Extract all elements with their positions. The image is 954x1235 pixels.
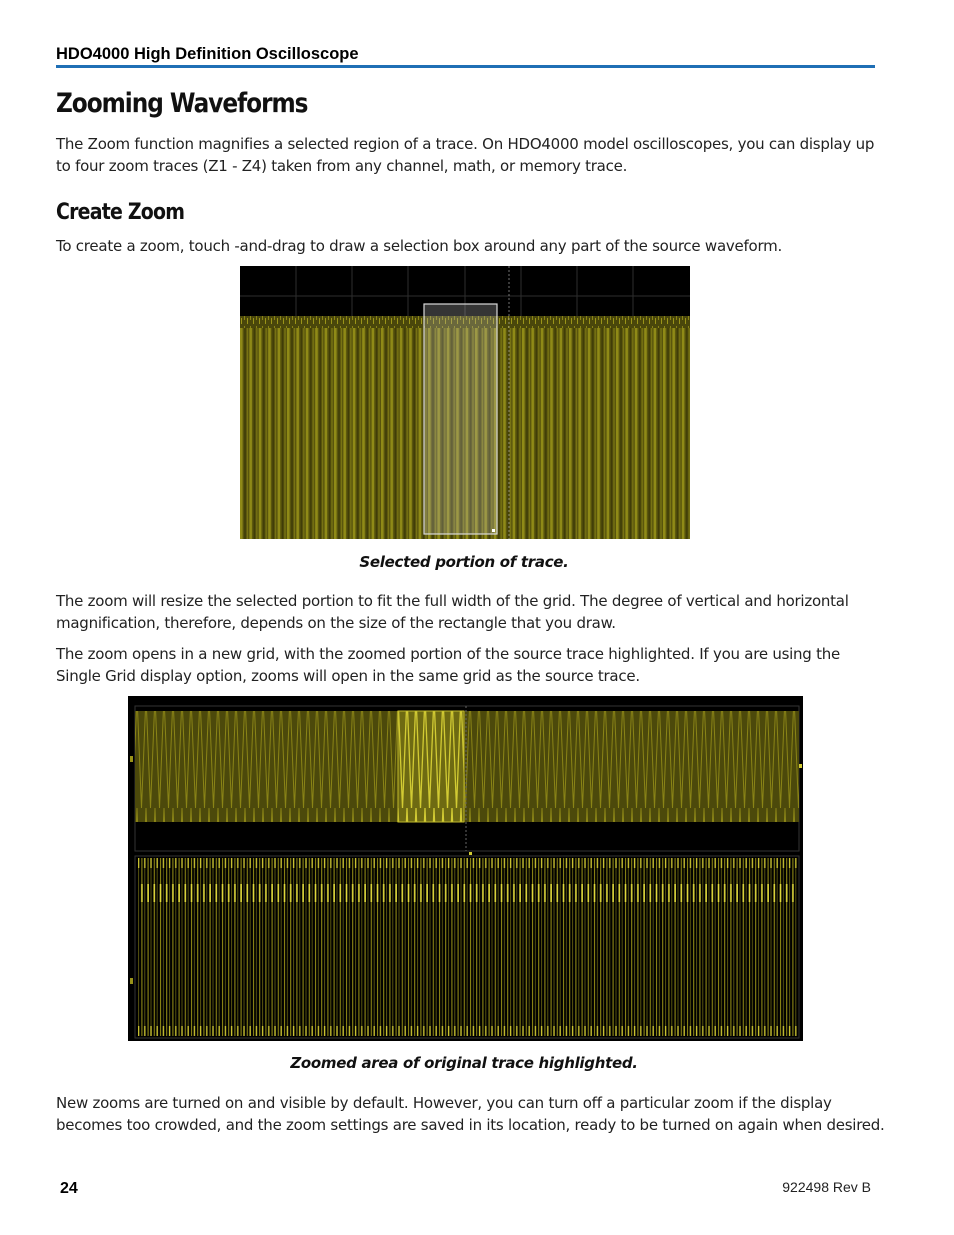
resize-paragraph: The zoom will resize the selected portion to fit the full width of the grid. The degree of vertical and horizontal magnification, therefore, depends on the size of the rectangle that you draw. bbox=[56, 592, 849, 633]
grid-paragraph: The zoom opens in a new grid, with the zoomed portion of the source trace highlighted. If you are using the Single Grid display option, zooms will open in the same grid as the source trace. bbox=[56, 645, 840, 686]
zoom-position-marker bbox=[469, 852, 472, 855]
document-id: 922498 Rev B bbox=[782, 1179, 871, 1195]
figure-zoomed-trace bbox=[128, 696, 803, 1041]
trigger-marker bbox=[799, 764, 802, 768]
scope-screen-1 bbox=[240, 266, 690, 539]
running-header: HDO4000 High Definition Oscilloscope bbox=[56, 45, 359, 63]
selection-handle[interactable] bbox=[492, 529, 495, 532]
trace-level-marker bbox=[130, 756, 133, 762]
source-trace bbox=[135, 711, 799, 822]
section-title: Zooming Waveforms bbox=[56, 88, 308, 119]
figure-selected-trace bbox=[240, 266, 690, 539]
visibility-paragraph: New zooms are turned on and visible by default. However, you can turn off a particular zoom if the display becomes too crowded, and the zoom settings are saved in its location, ready to be turned on again when desired. bbox=[56, 1094, 885, 1135]
zoom-trace bbox=[138, 858, 798, 1036]
subsection-title: Create Zoom bbox=[56, 200, 185, 225]
page-number: 24 bbox=[60, 1180, 78, 1197]
figure-2-caption: Zoomed area of original trace highlighted. bbox=[290, 1054, 638, 1072]
zoom-level-marker bbox=[130, 978, 133, 984]
figure-1-caption: Selected portion of trace. bbox=[359, 553, 569, 571]
selection-box[interactable] bbox=[424, 304, 497, 534]
header-rule bbox=[56, 65, 875, 68]
intro-paragraph: The Zoom function magnifies a selected region of a trace. On HDO4000 model oscilloscopes, you can display up to four zoom traces (Z1 - Z4) taken from any channel, math, or memory trace. bbox=[56, 135, 875, 176]
scope-screen-2 bbox=[128, 696, 803, 1041]
zoom-highlight[interactable] bbox=[398, 711, 464, 822]
instruction-paragraph: To create a zoom, touch -and-drag to draw a selection box around any part of the source waveform. bbox=[56, 237, 782, 255]
